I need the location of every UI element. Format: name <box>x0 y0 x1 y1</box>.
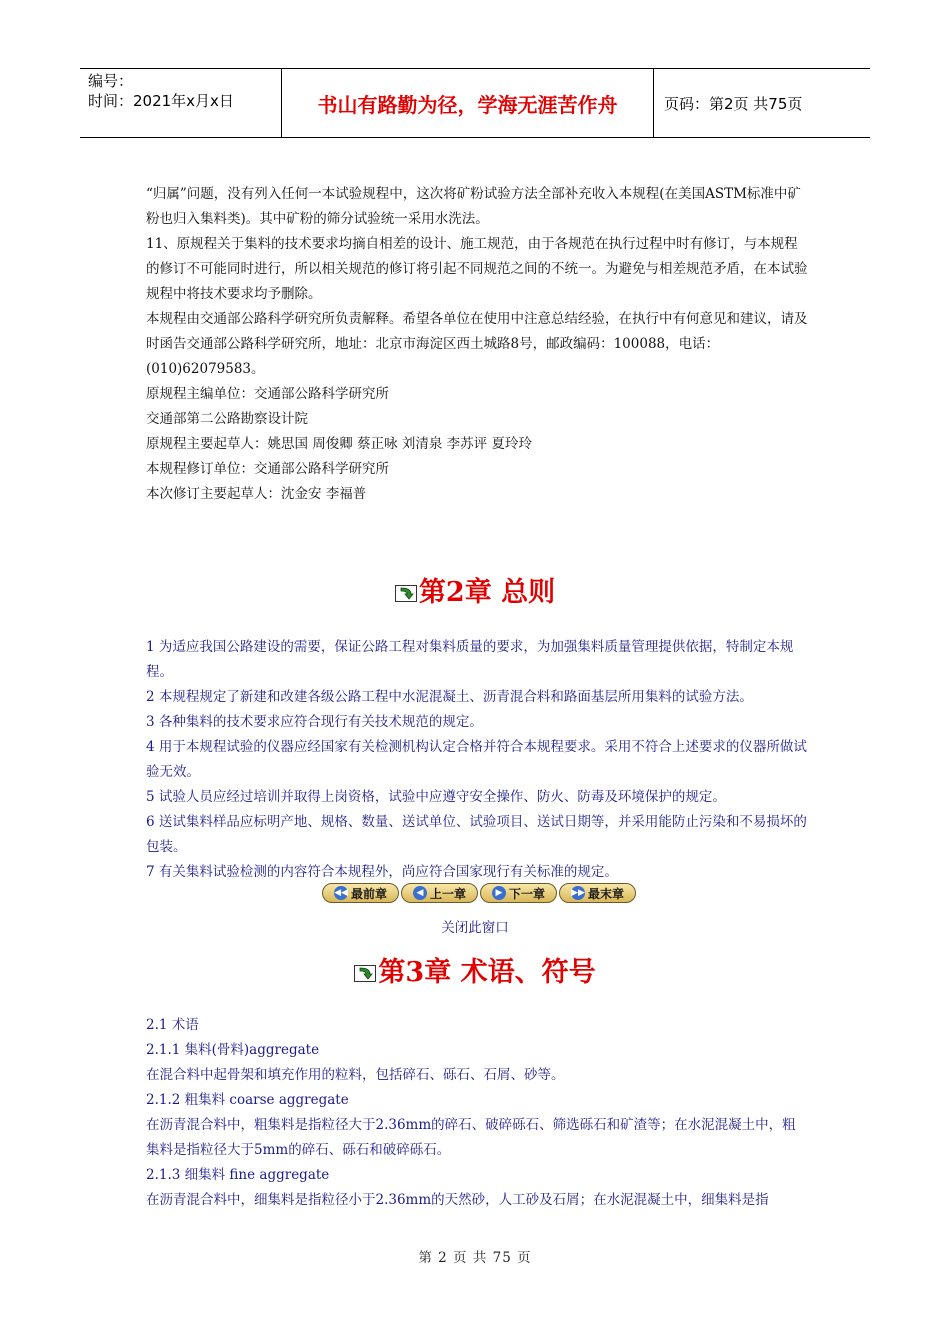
chapter2-paragraph: 6 送试集料样品应标明产地、规格、数量、送试单位、试验项目、送试日期等，并采用能防止污染和不易损坏的包装。 <box>146 814 807 855</box>
chapter-icon <box>354 965 376 982</box>
chapter3-heading <box>0 950 950 989</box>
intro-paragraph: 本规程由交通部公路科学研究所负责解释。希望各单位在使用中注意总结经验，在执行中有何意见和建议，请及时函告交通部公路科学研究所，地址：北京市海淀区西土城路8号，邮政编码：100088，电话：(010)62079583。 <box>146 311 808 377</box>
chapter2-paragraph: 4 用于本规程试验的仪器应经国家有关检测机构认定合格并符合本规程要求。采用不符合上述要求的仪器所做试验无效。 <box>146 739 807 780</box>
chapter3-paragraph: 在沥青混合料中，细集料是指粒径小于2.36mm的天然砂，人工砂及石屑；在水泥混凝土中，细集料是指 <box>146 1192 769 1208</box>
back-icon: ◀ <box>413 886 427 900</box>
chapter2-paragraph: 5 试验人员应经过培训并取得上岗资格，试验中应遵守安全操作、防火、防毒及环境保护的规定。 <box>146 789 726 805</box>
chapter2-paragraph: 2 本规程规定了新建和改建各级公路工程中水泥混凝土、沥青混合料和路面基层所用集料的试验方法。 <box>146 689 753 705</box>
chapter2-paragraph: 1 为适应我国公路建设的需要，保证公路工程对集料质量的要求，为加强集料质量管理提供依据，特制定本规程。 <box>146 639 794 680</box>
forward-icon: ▶ <box>492 886 506 900</box>
header-motto: 书山有路勤为径，学海无涯苦作舟 <box>282 69 654 137</box>
chapter3-paragraph: 2.1 术语 <box>146 1017 199 1033</box>
intro-paragraph: 原规程主编单位：交通部公路科学研究所 <box>146 386 389 402</box>
chapter2-heading <box>0 570 950 609</box>
intro-text <box>146 182 808 507</box>
time-label: 时间：2021年x月x日 <box>88 92 234 110</box>
number-label: 编号： <box>88 72 134 90</box>
chapter3-title: 第3章 术语、符号 <box>378 957 596 988</box>
chapter3-body <box>146 1013 808 1213</box>
chapter-navigation <box>322 883 636 905</box>
chapter3-paragraph: 2.1.3 细集料 fine aggregate <box>146 1167 330 1183</box>
intro-paragraph: 本规程修订单位：交通部公路科学研究所 <box>146 461 389 477</box>
chapter2-paragraph: 3 各种集料的技术要求应符合现行有关技术规范的规定。 <box>146 714 483 730</box>
intro-paragraph: 原规程主要起草人：姚思国 周俊卿 蔡正咏 刘清泉 李苏评 夏玲玲 <box>146 436 532 452</box>
intro-paragraph: 交通部第二公路勘察设计院 <box>146 411 308 427</box>
chapter2-title: 第2章 总则 <box>418 577 556 608</box>
page-header <box>80 68 870 138</box>
chapter3-paragraph: 2.1.1 集料(骨料)aggregate <box>146 1042 320 1058</box>
header-meta <box>80 69 282 137</box>
chapter3-paragraph: 在混合料中起骨架和填充作用的粒料，包括碎石、砾石、石屑、砂等。 <box>146 1067 565 1083</box>
chapter-icon <box>395 585 417 602</box>
chapter2-body <box>146 635 808 885</box>
rewind-icon: ◀◀ <box>334 888 348 898</box>
intro-paragraph: 本次修订主要起草人：沈金安 李福普 <box>146 486 367 502</box>
intro-paragraph: “归属”问题，没有列入任何一本试验规程中，这次将矿粉试验方法全部补充收入本规程(在美国ASTM标准中矿粉也归入集料类)。其中矿粉的筛分试验统一采用水洗法。 <box>146 186 801 227</box>
close-window-link[interactable]: 关闭此窗口 <box>441 920 509 936</box>
chapter3-paragraph: 在沥青混合料中，粗集料是指粒径大于2.36mm的碎石、破碎砾石、筛选砾石和矿渣等；在水泥混凝土中，粗集料是指粒径大于5mm的碎石、砾石和破碎砾石。 <box>146 1117 796 1158</box>
first-chapter-button[interactable]: ◀◀ 最前章 <box>322 883 399 903</box>
fast-forward-icon: ▶▶ <box>571 888 585 898</box>
page-footer: 第 2 页 共 75 页 <box>418 1250 532 1266</box>
chapter2-paragraph: 7 有关集料试验检测的内容符合本规程外，尚应符合国家现行有关标准的规定。 <box>146 864 618 880</box>
chapter3-paragraph: 2.1.2 粗集料 coarse aggregate <box>146 1092 349 1108</box>
header-page-info: 页码：第2页 共75页 <box>664 94 803 113</box>
last-chapter-button[interactable]: ▶▶ 最末章 <box>559 883 636 903</box>
next-chapter-button[interactable]: ▶ 下一章 <box>480 883 557 903</box>
intro-paragraph: 11、原规程关于集料的技术要求均摘自相差的设计、施工规范，由于各规范在执行过程中时有修订，与本规程的修订不可能同时进行，所以相关规范的修订将引起不同规范之间的不统一。为避免与相差规范矛盾，在本试验规程中将技术要求均予删除。 <box>146 236 808 302</box>
prev-chapter-button[interactable]: ◀ 上一章 <box>401 883 478 903</box>
